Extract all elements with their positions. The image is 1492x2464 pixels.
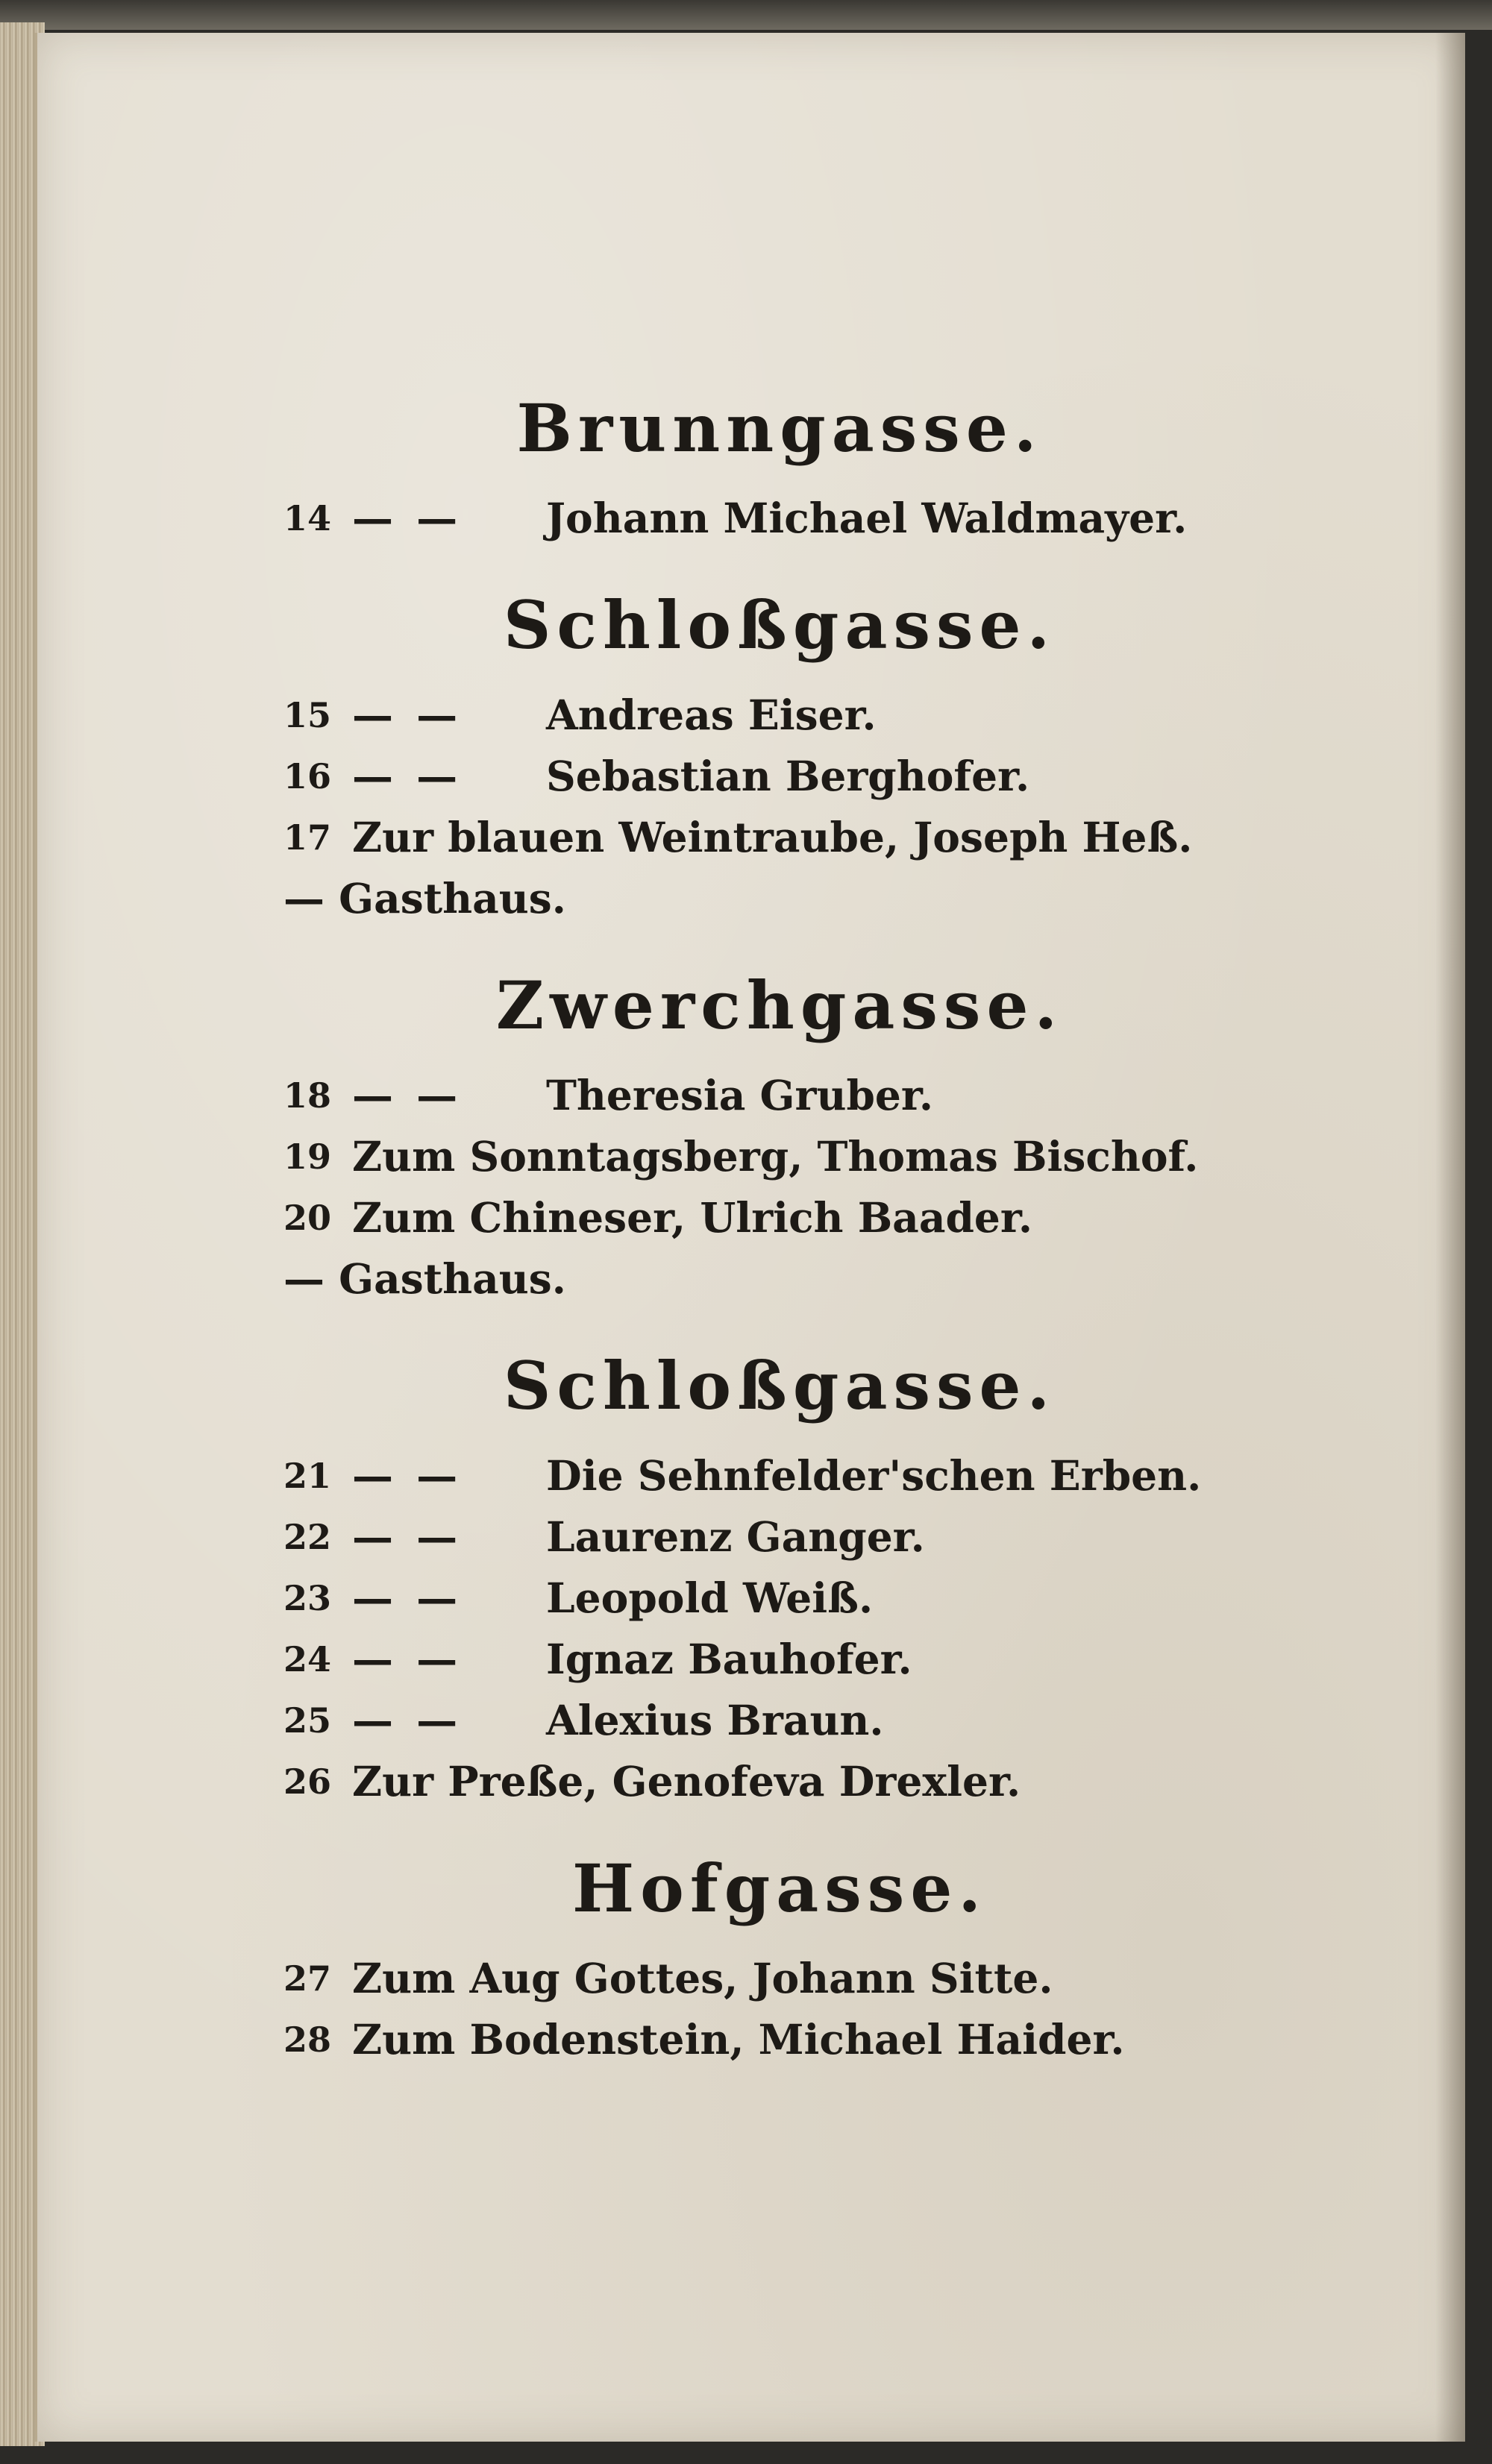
resident-name: Zum Aug Gottes, Johann Sitte.: [352, 1954, 1053, 2002]
list-item: [283, 1065, 1365, 1126]
resident-name: Laurenz Ganger.: [546, 1512, 925, 1561]
resident-name: Zum Chineser, Ulrich Baader.: [352, 1193, 1032, 1242]
page-content: [283, 383, 1365, 2070]
ditto-dashes: — —: [352, 1635, 463, 1683]
resident-name: Sebastian Berghofer.: [546, 752, 1030, 800]
section-heading: Hofgasse.: [572, 1849, 987, 1927]
house-number: 21: [283, 1456, 332, 1496]
resident-name: Leopold Weiß.: [546, 1574, 874, 1622]
resident-name: Alexius Braun.: [546, 1696, 884, 1744]
resident-name: Johann Michael Waldmayer.: [546, 494, 1188, 542]
house-number: 17: [283, 817, 332, 858]
resident-name: Zur Preße, Genofeva Drexler.: [352, 1757, 1021, 1805]
house-number: 26: [283, 1761, 332, 1802]
section-heading: Brunngasse.: [516, 389, 1043, 467]
ditto-dashes: — —: [352, 691, 463, 739]
resident-name: Ignaz Bauhofer.: [546, 1635, 912, 1683]
ditto-dashes: — —: [352, 1574, 463, 1622]
section-zwerchgasse: [283, 961, 1365, 1310]
house-number: 15: [283, 695, 332, 735]
section-schlossgasse-2: [283, 1341, 1365, 1812]
list-item: [283, 1568, 1365, 1629]
section-brunngasse: [283, 383, 1365, 549]
list-item: [283, 2009, 1365, 2070]
list-item: [283, 1751, 1365, 1812]
house-number: 28: [283, 2020, 332, 2060]
house-number: 27: [283, 1958, 332, 1999]
resident-name: Andreas Eiser.: [546, 691, 877, 739]
list-item: [283, 807, 1365, 868]
house-number: 25: [283, 1700, 332, 1741]
resident-name: Zum Bodenstein, Michael Haider.: [352, 2015, 1125, 2064]
section-schlossgasse-1: [283, 580, 1365, 929]
ditto-dashes: — —: [352, 752, 463, 800]
ditto-dashes: — —: [352, 494, 463, 542]
list-item: [283, 1187, 1365, 1248]
list-item: [283, 488, 1365, 549]
ditto-dashes: — —: [352, 1451, 463, 1500]
house-number: 24: [283, 1639, 332, 1679]
list-item: [283, 1690, 1365, 1751]
house-number: 16: [283, 756, 332, 796]
house-number: 19: [283, 1137, 332, 1177]
page-gutter-shadow: [1435, 33, 1465, 2442]
house-number: 14: [283, 498, 332, 538]
house-number: 22: [283, 1517, 332, 1557]
resident-name: — Gasthaus.: [283, 1254, 566, 1303]
resident-name: Theresia Gruber.: [546, 1071, 933, 1119]
house-number: 18: [283, 1075, 332, 1116]
resident-name: Zum Sonntagsberg, Thomas Bischof.: [352, 1132, 1199, 1181]
resident-name: Die Sehnfelder'schen Erben.: [546, 1451, 1202, 1500]
section-heading: Zwerchgasse.: [495, 967, 1064, 1044]
list-item: [283, 685, 1365, 746]
list-item: [283, 1506, 1365, 1568]
list-item: [283, 1126, 1365, 1187]
ditto-dashes: — —: [352, 1071, 463, 1119]
scan-background-top: [0, 0, 1492, 30]
ditto-dashes: — —: [352, 1512, 463, 1561]
section-heading: Schloßgasse.: [503, 1347, 1056, 1424]
resident-name: — Gasthaus.: [283, 874, 566, 923]
section-hofgasse: [283, 1844, 1365, 2070]
resident-name: Zur blauen Weintraube, Joseph Heß.: [352, 813, 1193, 861]
list-item: [283, 1445, 1365, 1506]
house-number: 20: [283, 1198, 332, 1238]
house-number: 23: [283, 1578, 332, 1618]
ditto-dashes: — —: [352, 1696, 463, 1744]
list-item: [283, 1948, 1365, 2009]
list-item: [283, 746, 1365, 807]
section-heading: Schloßgasse.: [503, 586, 1056, 664]
list-item: [283, 1629, 1365, 1690]
list-item-continuation: [283, 1248, 1365, 1310]
book-page: [34, 33, 1465, 2442]
list-item-continuation: [283, 868, 1365, 929]
